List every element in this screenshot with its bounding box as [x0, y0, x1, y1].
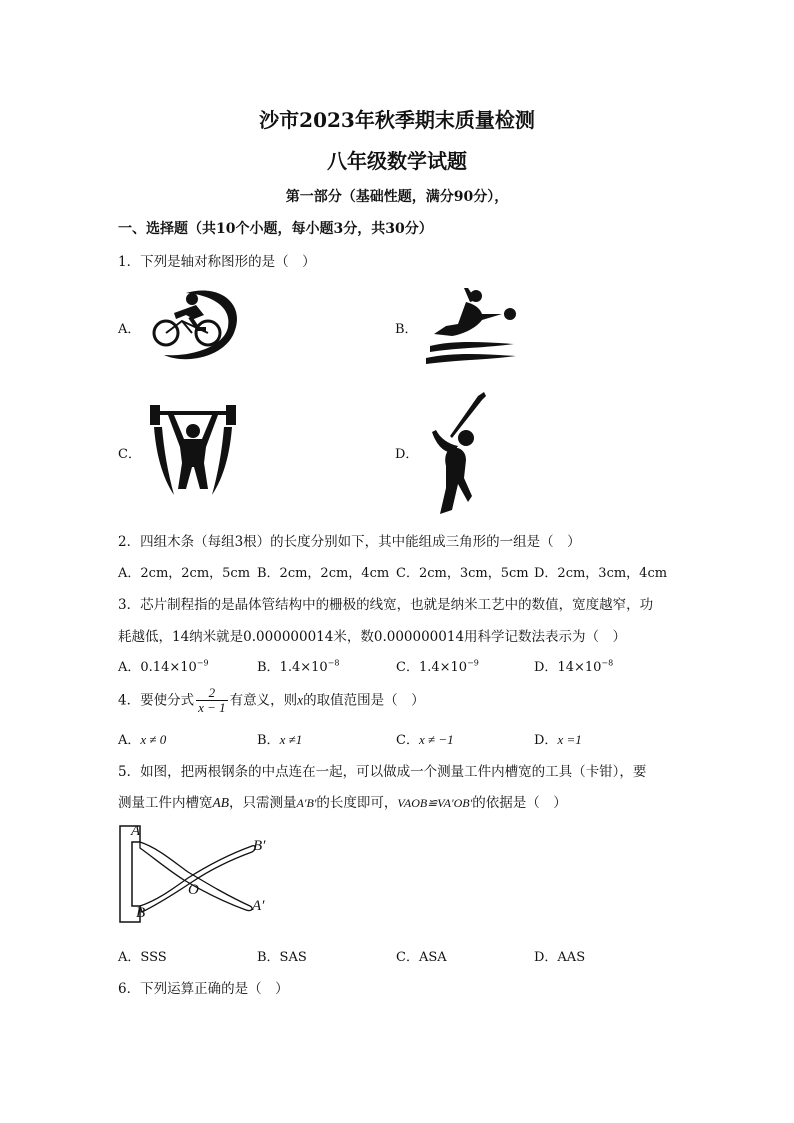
q1-option-b-label: B．	[395, 322, 418, 337]
question-4-stem: 4．要使分式 $\frac{2}{x - 1}$ 有意义，则x的取值范围是（ ）	[118, 685, 425, 716]
question-3-line-1: 3．芯片制程指的是晶体管结构中的栅极的线宽，也就是纳米工艺中的数值，宽度越窄，功	[118, 597, 654, 613]
q5-option-d: D．AAS	[534, 950, 586, 965]
q1-option-c-label: C．	[118, 447, 141, 462]
q2-option-b: B．2cm，2cm，4cm	[257, 566, 390, 581]
question-3-line-2: 耗越低，14纳米就是0.000000014米，数0.000000014用科学记数法表示为（ ）	[118, 629, 627, 645]
question-1-stem: 1．下列是轴对称图形的是（ ）	[118, 254, 316, 270]
weightlifter-icon	[146, 403, 240, 497]
q4-option-d: D．x =1	[534, 732, 582, 748]
exam-title: 沙市2023年秋季期末质量检测	[259, 108, 535, 132]
question-5-line-1: 5．如图，把两根钢条的中点连在一起，可以做成一个测量工件内槽宽的工具（卡钳），要	[118, 764, 647, 780]
golfer-icon	[424, 392, 494, 516]
q4-option-b: B．x ≠1	[257, 732, 303, 748]
q3-option-d: D．$14\times 10^{-8}$	[534, 658, 614, 675]
q1-option-d-label: D．	[395, 447, 419, 462]
part-heading: 第一部分（基础性题，满分90分），	[285, 189, 509, 205]
section-heading: 一、选择题（共10个小题，每小题3分，共30分）	[118, 221, 433, 237]
q5-option-a: A．SSS	[118, 950, 167, 965]
exam-subtitle: 八年级数学试题	[327, 149, 467, 173]
q2-option-a: A．2cm，2cm，5cm	[118, 566, 251, 581]
q4-option-c: C．x ≠ −1	[396, 732, 454, 748]
q4-option-a: A．x ≠ 0	[118, 732, 167, 748]
point-label-o: O	[188, 882, 199, 898]
fraction: $\frac{2}{x - 1}$	[198, 685, 226, 716]
q5-option-b: B．SAS	[257, 950, 307, 965]
cyclist-icon	[146, 285, 242, 367]
question-5-line-2: 测量工件内槽宽AB，只需测量A′B′的长度即可，VAOB≌VA′OB′的依据是（ ）	[118, 795, 567, 811]
point-label-a: A	[131, 823, 141, 839]
question-2-stem: 2．四组木条（每组3根）的长度分别如下，其中能组成三角形的一组是（ ）	[118, 534, 581, 550]
point-label-a-prime: A′	[252, 898, 265, 914]
question-6-stem: 6．下列运算正确的是（ ）	[118, 981, 289, 997]
q3-option-b: B．$1.4\times 10^{-8}$	[257, 658, 340, 675]
point-label-b-prime: B′	[253, 838, 266, 854]
q5-option-c: C．ASA	[396, 950, 447, 965]
q2-option-c: C．2cm，3cm，5cm	[396, 566, 529, 581]
point-label-b: B	[136, 905, 146, 921]
volleyball-player-icon	[424, 288, 518, 366]
q3-option-c: C．$1.4\times 10^{-9}$	[396, 658, 479, 675]
q2-option-d: D．2cm，3cm，4cm	[534, 566, 668, 581]
q1-option-a-label: A．	[118, 322, 141, 337]
q3-option-a: A．$0.14\times 10^{-9}$	[118, 658, 209, 675]
